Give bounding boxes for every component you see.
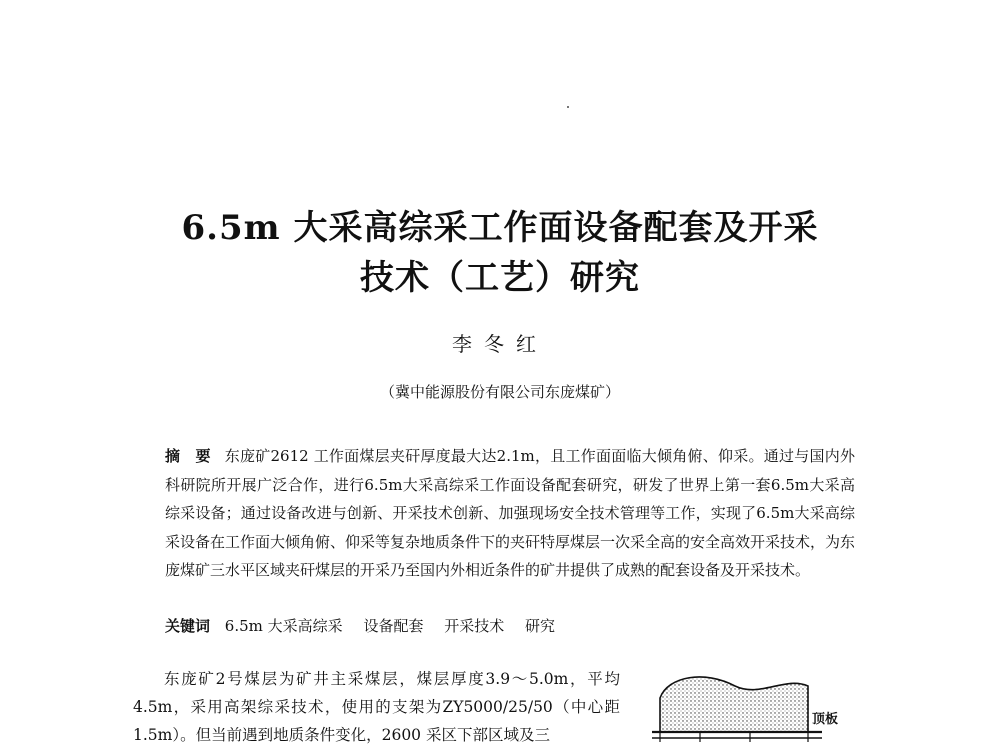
abstract-label: 摘 要 xyxy=(165,447,211,465)
keyword: 开采技术 xyxy=(444,617,505,635)
abstract xyxy=(165,442,855,585)
keywords xyxy=(165,612,855,640)
author-name: 李冬红 xyxy=(452,332,548,356)
keyword: 6.5m 大采高综采 xyxy=(224,617,343,635)
body-paragraph: 东庞矿2号煤层为矿井主采煤层，煤层厚度3.9～5.0m，平均4.5m，采用高架综采技术，使用的支架为ZY5000/25/50（中心距1.5m）。但当前遇到地质条件变化，2600 采区下部区域及三 xyxy=(133,670,620,744)
abstract-text: 东庞矿2612 工作面煤层夹矸厚度最大达2.1m，且工作面面临大倾角俯、仰采。通过与国内外科研院所开展广泛合作，进行6.5m大采高综采工作面设备配套研究，研发了世界上第一套6.5m大采高综采设备；通过设备改进与创新、开采技术创新、加强现场安全技术管理等工作，实现了6.5m大采高综采设备在工作面大倾角俯、仰采等复杂地质条件下的夹矸特厚煤层一次采全高的安全高效开采技术，为东庞煤矿三水平区域夹矸煤层的开采乃至国内外相近条件的矿井提供了成熟的配套设备及开采技术。 xyxy=(165,447,856,579)
rock-layer-shape xyxy=(660,677,808,732)
roof-label: 顶板 xyxy=(812,712,839,727)
geology-figure xyxy=(650,668,825,746)
author-affiliation: （冀中能源股份有限公司东庞煤矿） xyxy=(379,383,620,401)
keywords-label: 关键词 xyxy=(165,617,211,635)
paper-title-line-1: 6.5m 大采高综采工作面设备配套及开采 xyxy=(181,208,819,248)
keyword: 设备配套 xyxy=(363,617,424,635)
paper-title-line-2: 技术（工艺）研究 xyxy=(360,258,640,298)
coal-seam-diagram xyxy=(650,668,825,742)
keyword: 研究 xyxy=(525,617,556,635)
scan-dot xyxy=(567,106,569,108)
